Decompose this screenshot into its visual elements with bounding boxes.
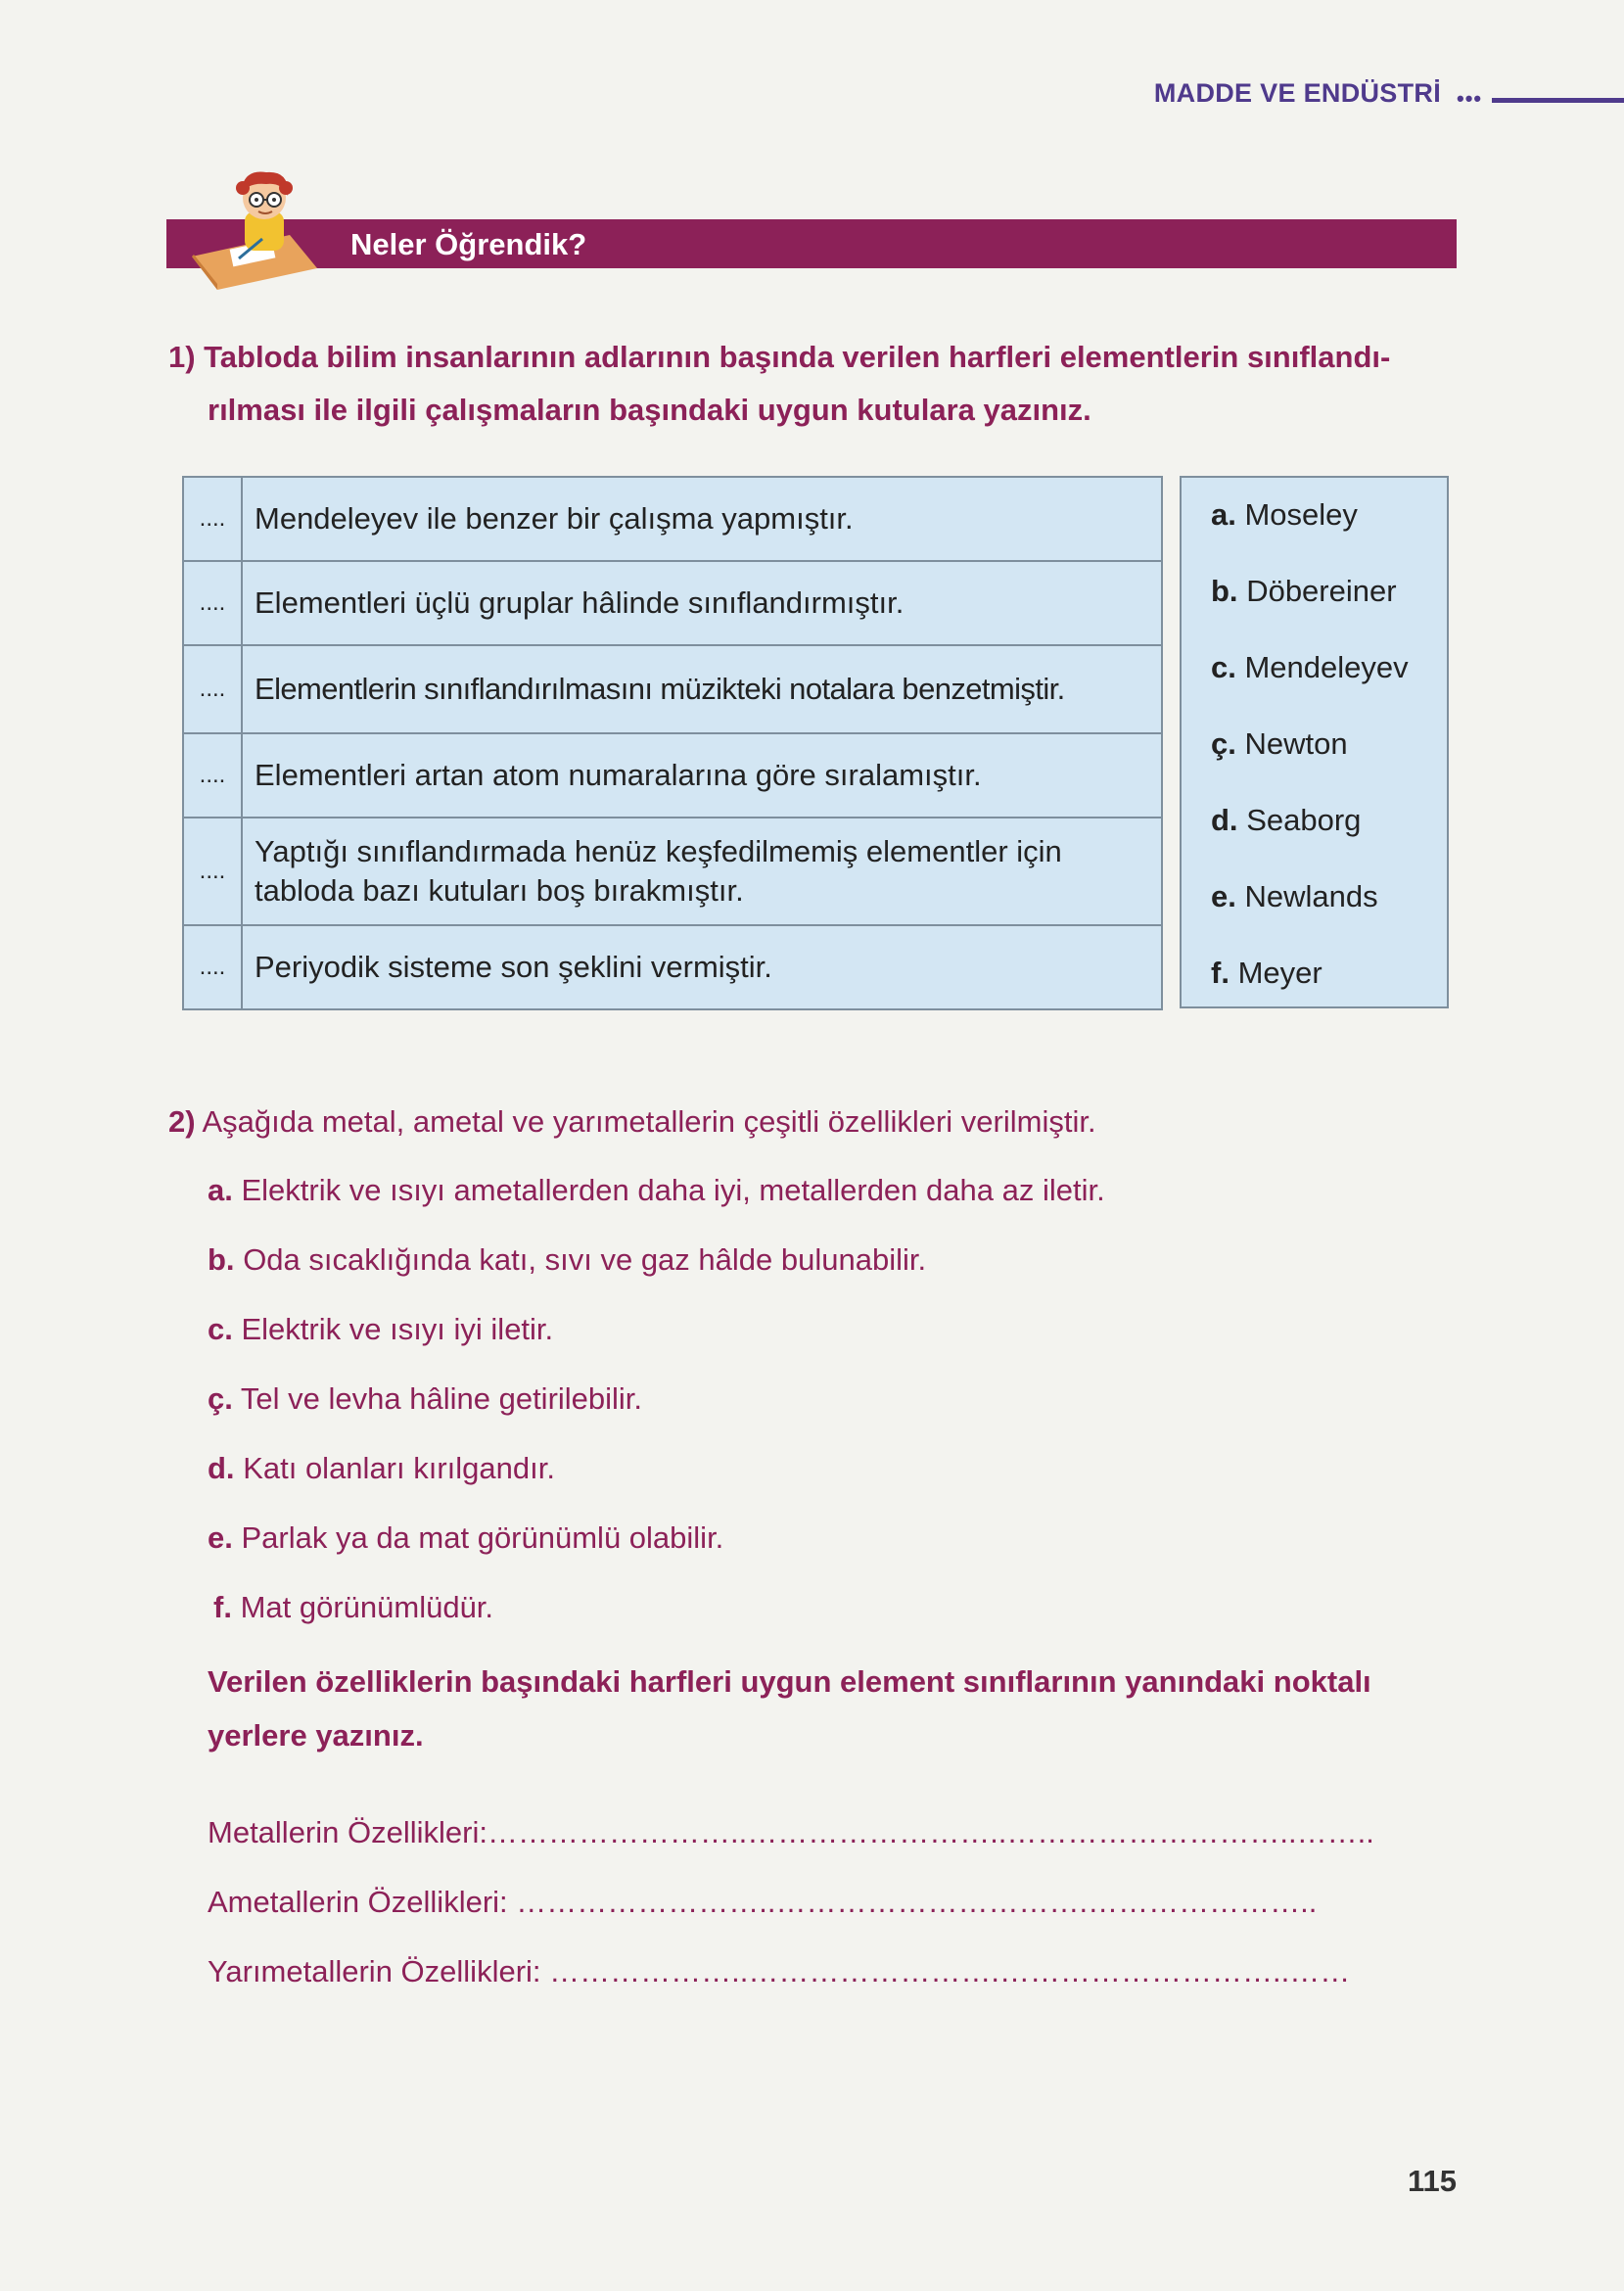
metalloids-answer-line[interactable]: Yarımetallerin Özellikleri: ………………..…………………….………………………..…… [208,1954,1351,1988]
question-2-number: 2) [168,1104,196,1139]
chapter-header: MADDE VE ENDÜSTRİ [1153,78,1441,108]
statement-cell: Elementlerin sınıflandırılmasını müzikteki notalara benzetmiştir. [242,645,1162,733]
answer-blank[interactable]: .... [183,818,242,925]
statement-cell: Yaptığı sınıflandırmada henüz keşfedilmemiş elementler için tabloda bazı kutuları boş bırakmıştır. [242,818,1162,925]
statement-cell: Mendeleyev ile benzer bir çalışma yapmıştır. [242,477,1162,561]
table-row [183,818,1162,925]
question-1-prompt [168,331,1461,437]
option-item: b. Döbereiner [1211,574,1397,608]
option-item: ç. Newton [1211,726,1348,761]
option-item: f. Meyer [1211,956,1322,990]
question-2-intro: 2) Aşağıda metal, ametal ve yarımetallerin çeşitli özellikleri verilmiştir. [168,1104,1096,1139]
matching-table [182,476,1163,1010]
property-item: ç. Tel ve levha hâline getirilebilir. [208,1381,643,1416]
property-item: d. Katı olanları kırılgandır. [208,1451,555,1485]
header-dots: ••• [1457,86,1483,111]
option-item: d. Seaborg [1211,803,1362,837]
answer-blank[interactable]: .... [183,561,242,645]
table-row [183,477,1162,561]
property-item: f. Mat görünümlüdür. [213,1590,494,1624]
answer-blank[interactable]: .... [183,925,242,1009]
statement-cell: Elementleri artan atom numaralarına göre sıralamıştır. [242,733,1162,818]
property-item: b. Oda sıcaklığında katı, sıvı ve gaz hâlde bulunabilir. [208,1242,927,1277]
statement-cell: Periyodik sisteme son şeklini vermiştir. [242,925,1162,1009]
question-2-instruction: Verilen özelliklerin başındaki harfleri uygun element sınıflarının yanındaki noktalı yerlere yazınız. [208,1664,1371,1753]
nonmetals-answer-line[interactable]: Ametallerin Özellikleri: ……………………..………………………….………………….. [208,1885,1318,1919]
question-1-prompt-line2: rılması ile ilgili çalışmaların başındaki uygun kutulara yazınız. [208,393,1091,427]
table-row [183,645,1162,733]
scientist-options-box [1180,476,1449,1008]
option-item: c. Mendeleyev [1211,650,1409,684]
answer-blank[interactable]: .... [183,645,242,733]
student-writing-icon [184,163,331,292]
table-row [183,561,1162,645]
property-item: e. Parlak ya da mat görünümlü olabilir. [208,1520,724,1555]
section-title: Neler Öğrendik? [350,227,587,261]
table-row [183,925,1162,1009]
page-number: 115 [1407,2164,1457,2198]
answer-blank[interactable]: .... [183,733,242,818]
option-item: a. Moseley [1211,497,1358,532]
property-item: a. Elektrik ve ısıyı ametallerden daha iyi, metallerden daha az iletir. [208,1173,1105,1207]
table-row [183,733,1162,818]
statement-cell: Elementleri üçlü gruplar hâlinde sınıflandırmıştır. [242,561,1162,645]
property-item: c. Elektrik ve ısıyı iyi iletir. [208,1312,554,1346]
metals-answer-line[interactable]: Metallerin Özellikleri:……………………..……………………..………………………..…….. [208,1815,1374,1849]
answer-blank[interactable]: .... [183,477,242,561]
question-1-prompt-line1: 1) Tabloda bilim insanlarının adlarının başında verilen harfleri elementlerin sınıflandı- [168,340,1391,374]
header-rule [1492,98,1624,103]
option-item: e. Newlands [1211,879,1378,913]
